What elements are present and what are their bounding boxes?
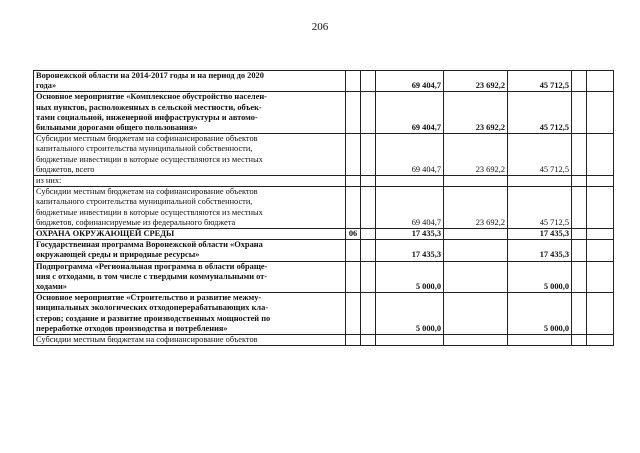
- row-amount-v3: 45 712,5: [508, 187, 572, 229]
- row-amount-v1: 69 404,7: [376, 187, 444, 229]
- row-name: [34, 293, 346, 335]
- row-name-line: тами социальной, инженерной инфраструктуры и автомо-: [36, 112, 258, 122]
- row-section-code: [346, 187, 361, 229]
- row-name-line: Государственная программа Воронежской области «Охрана: [36, 240, 263, 250]
- row-amount-v3: 5 000,0: [508, 293, 572, 335]
- table-row: [34, 71, 614, 92]
- row-empty-cell: [572, 229, 587, 240]
- row-amount-v3: 45 712,5: [508, 71, 572, 92]
- row-empty-cell: [572, 335, 587, 346]
- row-name: [34, 229, 346, 240]
- row-name-line: Основное мероприятие «Комплексное обустройство населен-: [36, 92, 267, 102]
- row-name-line: ОХРАНА ОКРУЖАЮЩЕЙ СРЕДЫ: [36, 229, 175, 239]
- row-empty-cell: [572, 134, 587, 176]
- row-name-line: ния с отходами, в том числе с твердыми коммунальными от-: [36, 271, 268, 281]
- row-empty-cell: [587, 176, 614, 187]
- row-name: [34, 176, 346, 187]
- row-amount-v3: 45 712,5: [508, 92, 572, 134]
- row-amount-v2: [444, 261, 508, 293]
- row-empty-cell: [587, 261, 614, 293]
- row-amount-v1: 5 000,0: [376, 261, 444, 293]
- row-empty-cell: [587, 335, 614, 346]
- row-name-line: бюджетные инвестиции в которые осуществляются из местных: [36, 207, 263, 217]
- row-empty-cell: [587, 134, 614, 176]
- table-row: [34, 229, 614, 240]
- row-amount-v2: 23 692,2: [444, 187, 508, 229]
- row-empty-cell: [572, 187, 587, 229]
- row-empty-cell: [587, 229, 614, 240]
- row-amount-v1: 5 000,0: [376, 293, 444, 335]
- row-name-line: капитального строительства муниципальной собственности,: [36, 197, 253, 207]
- row-section-code: [346, 176, 361, 187]
- row-amount-v1: [376, 176, 444, 187]
- row-name-line: ходами»: [36, 282, 67, 292]
- row-name-line: Основное мероприятие «Строительство и развитие межму-: [36, 293, 262, 303]
- table-row: [34, 92, 614, 134]
- row-amount-v1: 17 435,3: [376, 240, 444, 261]
- row-amount-v2: [444, 176, 508, 187]
- row-empty-cell: [572, 261, 587, 293]
- row-subsection-cell: [361, 293, 376, 335]
- row-amount-v1: 69 404,7: [376, 92, 444, 134]
- row-empty-cell: [572, 176, 587, 187]
- row-name-line: капитального строительства муниципальной собственности,: [36, 144, 253, 154]
- row-name-line: Воронежской области на 2014-2017 годы и на период до 2020: [36, 71, 264, 80]
- row-name-line: бюджетов, софинансируемые из федерального бюджета: [36, 217, 236, 227]
- row-subsection-cell: [361, 187, 376, 229]
- row-subsection-cell: [361, 92, 376, 134]
- row-name-line: переработке отходов производства и потребления»: [36, 323, 228, 333]
- table-row: [34, 261, 614, 293]
- row-name: [34, 92, 346, 134]
- row-name: [34, 134, 346, 176]
- row-section-code: [346, 261, 361, 293]
- row-subsection-cell: [361, 261, 376, 293]
- row-section-code: [346, 92, 361, 134]
- table-row: [34, 134, 614, 176]
- row-empty-cell: [572, 240, 587, 261]
- row-amount-v3: 17 435,3: [508, 229, 572, 240]
- row-name: [34, 261, 346, 293]
- row-name: [34, 335, 346, 346]
- row-section-code: [346, 71, 361, 92]
- row-amount-v3: 17 435,3: [508, 240, 572, 261]
- row-empty-cell: [572, 293, 587, 335]
- row-amount-v2: [444, 335, 508, 346]
- row-section-code: [346, 293, 361, 335]
- table-row: [34, 293, 614, 335]
- budget-table-body: [34, 71, 614, 346]
- row-section-code: [346, 134, 361, 176]
- row-name: [34, 240, 346, 261]
- row-amount-v2: [444, 229, 508, 240]
- row-name-line: Субсидии местным бюджетам на софинансирование объектов: [36, 134, 258, 144]
- row-name-line: бильными дорогами общего пользования»: [36, 123, 198, 133]
- row-amount-v2: 23 692,2: [444, 71, 508, 92]
- row-empty-cell: [587, 240, 614, 261]
- row-subsection-cell: [361, 134, 376, 176]
- row-amount-v3: [508, 335, 572, 346]
- row-name: [34, 71, 346, 92]
- row-name-line: Субсидии местным бюджетам на софинансирование объектов: [36, 335, 258, 345]
- row-name-line: из них:: [36, 176, 62, 186]
- row-name-line: ниципальных экологических отходоперерабатывающих кла-: [36, 303, 269, 313]
- row-name-line: окружающей среды и природные ресурсы»: [36, 250, 200, 260]
- row-amount-v2: 23 692,2: [444, 92, 508, 134]
- row-empty-cell: [587, 71, 614, 92]
- row-subsection-cell: [361, 71, 376, 92]
- row-amount-v1: 69 404,7: [376, 71, 444, 92]
- row-empty-cell: [587, 293, 614, 335]
- row-subsection-cell: [361, 240, 376, 261]
- row-amount-v2: [444, 293, 508, 335]
- row-amount-v3: 45 712,5: [508, 134, 572, 176]
- row-name-line: ных пунктов, расположенных в сельской местности, объек-: [36, 102, 262, 112]
- row-empty-cell: [587, 187, 614, 229]
- row-subsection-cell: [361, 229, 376, 240]
- row-name-line: года»: [36, 81, 57, 91]
- table-row: [34, 240, 614, 261]
- budget-table: [33, 70, 614, 346]
- row-name: [34, 187, 346, 229]
- row-amount-v1: 69 404,7: [376, 134, 444, 176]
- row-name-line: Подпрограмма «Региональная программа в области обраще-: [36, 261, 268, 271]
- row-amount-v3: 5 000,0: [508, 261, 572, 293]
- table-row: [34, 176, 614, 187]
- row-amount-v1: 17 435,3: [376, 229, 444, 240]
- row-amount-v1: [376, 335, 444, 346]
- row-empty-cell: [572, 92, 587, 134]
- row-name-line: Субсидии местным бюджетам на софинансирование объектов: [36, 187, 258, 197]
- row-section-code: [346, 240, 361, 261]
- row-section-code: 06: [346, 229, 361, 240]
- table-row: [34, 187, 614, 229]
- table-row: [34, 335, 614, 346]
- row-subsection-cell: [361, 176, 376, 187]
- row-amount-v2: [444, 240, 508, 261]
- row-name-line: стеров; создание и развитие производственных мощностей по: [36, 313, 271, 323]
- row-name-line: бюджетные инвестиции в которые осуществляются из местных: [36, 154, 263, 164]
- row-amount-v2: 23 692,2: [444, 134, 508, 176]
- row-empty-cell: [572, 71, 587, 92]
- page-number: 206: [311, 21, 329, 33]
- row-section-code: [346, 335, 361, 346]
- row-amount-v3: [508, 176, 572, 187]
- row-empty-cell: [587, 92, 614, 134]
- row-name-line: бюджетов, всего: [36, 164, 95, 174]
- row-subsection-cell: [361, 335, 376, 346]
